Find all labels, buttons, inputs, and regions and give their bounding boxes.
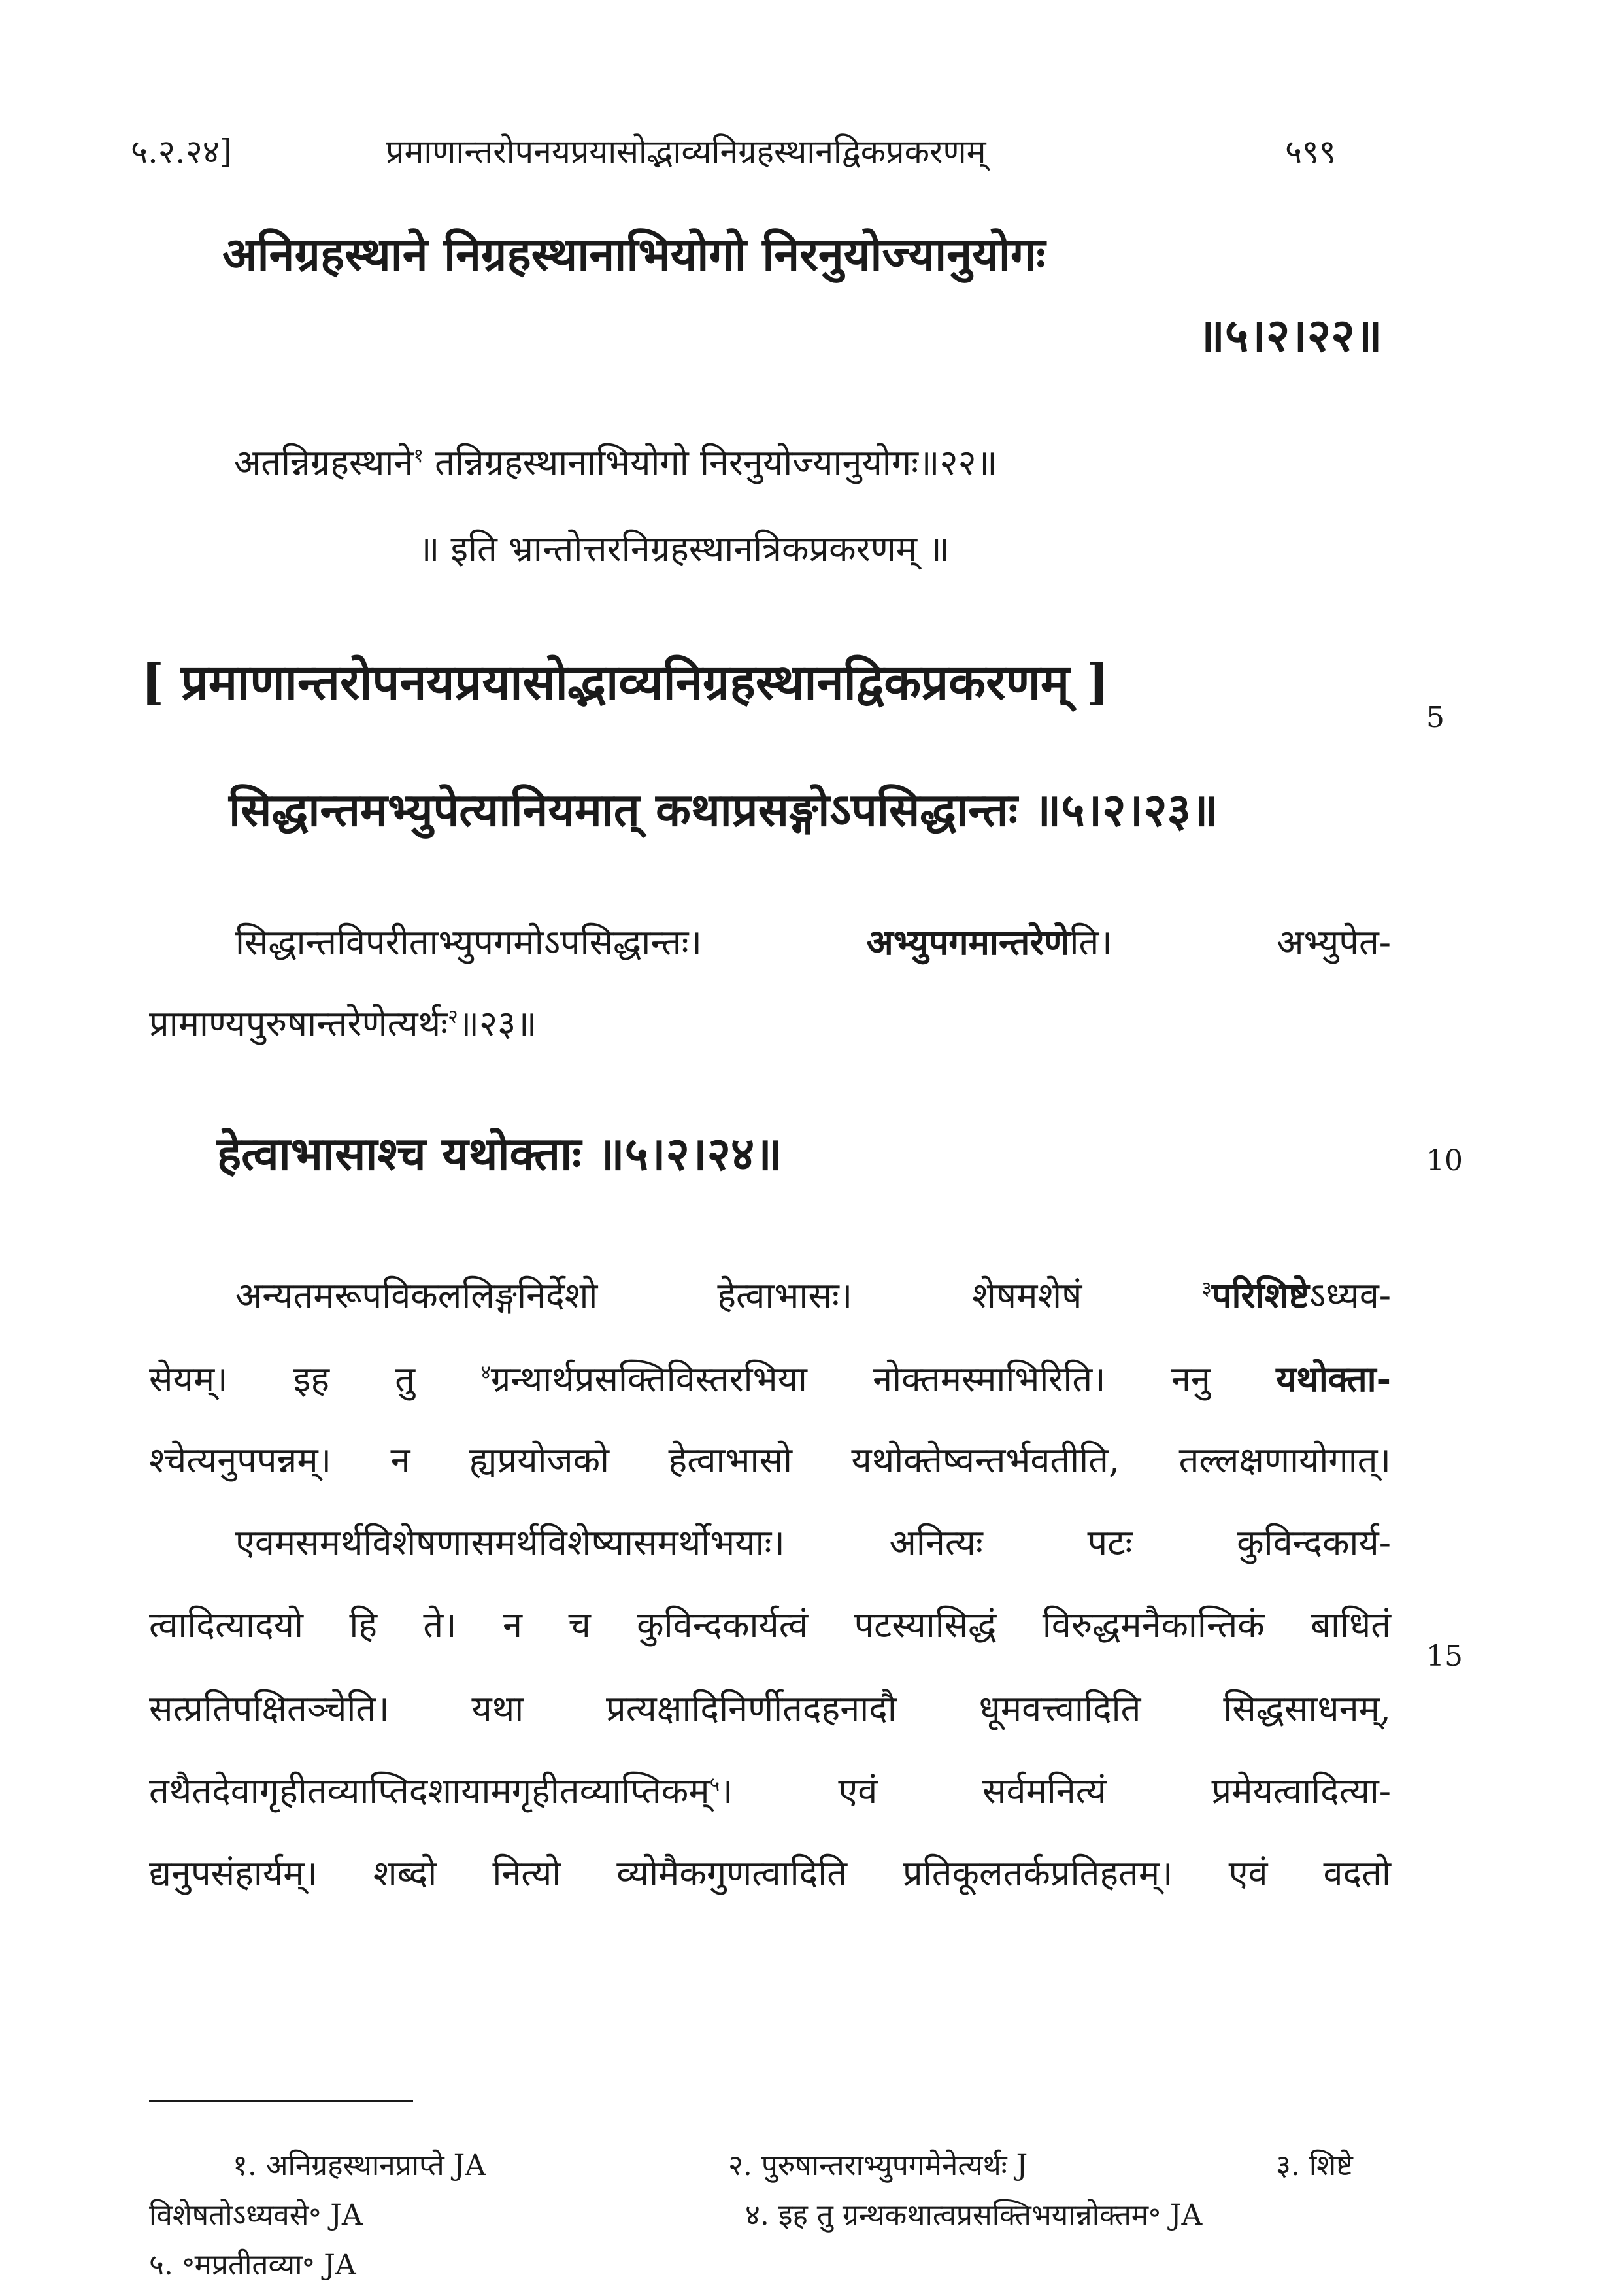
footnote-3a: ३. शिष्टे	[1276, 2149, 1353, 2182]
commentary-24-line2: सेयम्। इह तु $^४$ग्रन्थार्थप्रसक्तिविस्तरभिया नोक्तमस्माभिरिति। ननु यथोक्ता-	[149, 1358, 1392, 1400]
commentary-22: अतन्निग्रहस्थाने$^१$ तन्निग्रहस्थानाभियोगो निरनुयोज्यानुयोगः॥२२॥	[234, 442, 997, 483]
footnote-5: ५. ॰मप्रतीतव्या॰ JA	[149, 2248, 356, 2282]
line-number-15: 15	[1426, 1640, 1463, 1673]
sutra-23: सिद्धान्तमभ्युपेत्यानियमात् कथाप्रसङ्गोऽपसिद्धान्तः ॥५।२।२३॥	[229, 783, 1218, 837]
page-header-title: प्रमाणान्तरोपनयप्रयासोद्भाव्यनिग्रहस्थानद्विकप्रकरणम्	[386, 133, 986, 171]
footnote-1: १. अनिग्रहस्थानप्राप्ते JA	[233, 2149, 486, 2182]
sutra-22-line1: अनिग्रहस्थाने निग्रहस्थानाभियोगो निरनुयोज्यानुयोगः	[222, 227, 1046, 281]
commentary-23-line2: प्रामाण्यपुरुषान्तरेणेत्यर्थः$^२$॥२३॥	[149, 1003, 537, 1044]
footnote-2: २. पुरुषान्तराभ्युपगमेनेत्यर्थः J	[728, 2149, 1028, 2182]
sutra-24: हेत्वाभासाश्च यथोक्ताः ॥५।२।२४॥	[217, 1126, 782, 1181]
commentary-24-line1: अन्यतमरूपविकललिङ्गनिर्देशो हेत्वाभासः। शेषमशेषं $^३$परिशिष्टेऽध्यव-	[235, 1274, 1391, 1316]
commentary-24-line5: त्वादित्यादयो हि ते। न च कुविन्दकार्यत्वं पटस्यासिद्धं विरुद्धमनैकान्तिकं बाधितं	[149, 1604, 1391, 1646]
commentary-24-line3: श्चेत्यनुपपन्नम्। न ह्यप्रयोजको हेत्वाभासो यथोक्तेष्वन्तर्भवतीति, तल्लक्षणायोगात्।	[149, 1440, 1391, 1481]
footnote-rule	[149, 2100, 413, 2102]
sutra-22-line2: ॥५।२।२२॥	[1197, 308, 1382, 362]
footnote-marker-4: ४	[480, 1361, 491, 1384]
commentary-24-line8: द्यनुपसंहार्यम्। शब्दो नित्यो व्योमैकगुणत्वादिति प्रतिकूलतर्कप्रतिहतम्। एवं वदतो	[149, 1853, 1391, 1894]
commentary-23-line1: सिद्धान्तविपरीताभ्युपगमोऽपसिद्धान्तः। अभ्युपगमान्तरेणेति। अभ्युपेत-	[235, 921, 1392, 963]
section-heading: [ प्रमाणान्तरोपनयप्रयासोद्भाव्यनिग्रहस्थानद्विकप्रकरणम् ]	[141, 654, 1109, 711]
footnote-marker-5: ५	[709, 1773, 720, 1796]
line-number-10: 10	[1426, 1144, 1463, 1177]
commentary-24-line6: सत्प्रतिपक्षितञ्चेति। यथा प्रत्यक्षादिनिर्णीतदहनादौ धूमवत्त्वादिति सिद्धसाधनम्,	[149, 1688, 1391, 1729]
commentary-24-line4: एवमसमर्थविशेषणासमर्थविशेष्यासमर्थोभयाः। अनित्यः पटः कुविन्दकार्य-	[235, 1522, 1391, 1563]
colophon: ॥ इति भ्रान्तोत्तरनिग्रहस्थानत्रिकप्रकरणम् ॥	[418, 528, 950, 569]
page-header-ref: ५.२.२४]	[131, 133, 233, 171]
line-number-5: 5	[1426, 701, 1445, 734]
footnote-marker-2: २	[448, 1005, 458, 1028]
footnote-marker-3: ३	[1201, 1277, 1212, 1300]
page-number: ५९९	[1285, 133, 1336, 171]
footnote-3b: विशेषतोऽध्यवसे॰ JA	[149, 2199, 363, 2232]
footnote-marker-1: १	[413, 445, 424, 467]
commentary-24-line7: तथैतदेवागृहीतव्याप्तिदशायामगृहीतव्याप्तिकम्$^५$। एवं सर्वमनित्यं प्रमेयत्वादित्या-	[149, 1770, 1391, 1812]
footnote-4: ४. इह तु ग्रन्थकथात्वप्रसक्तिभयान्नोक्तम॰ JA	[745, 2199, 1203, 2232]
